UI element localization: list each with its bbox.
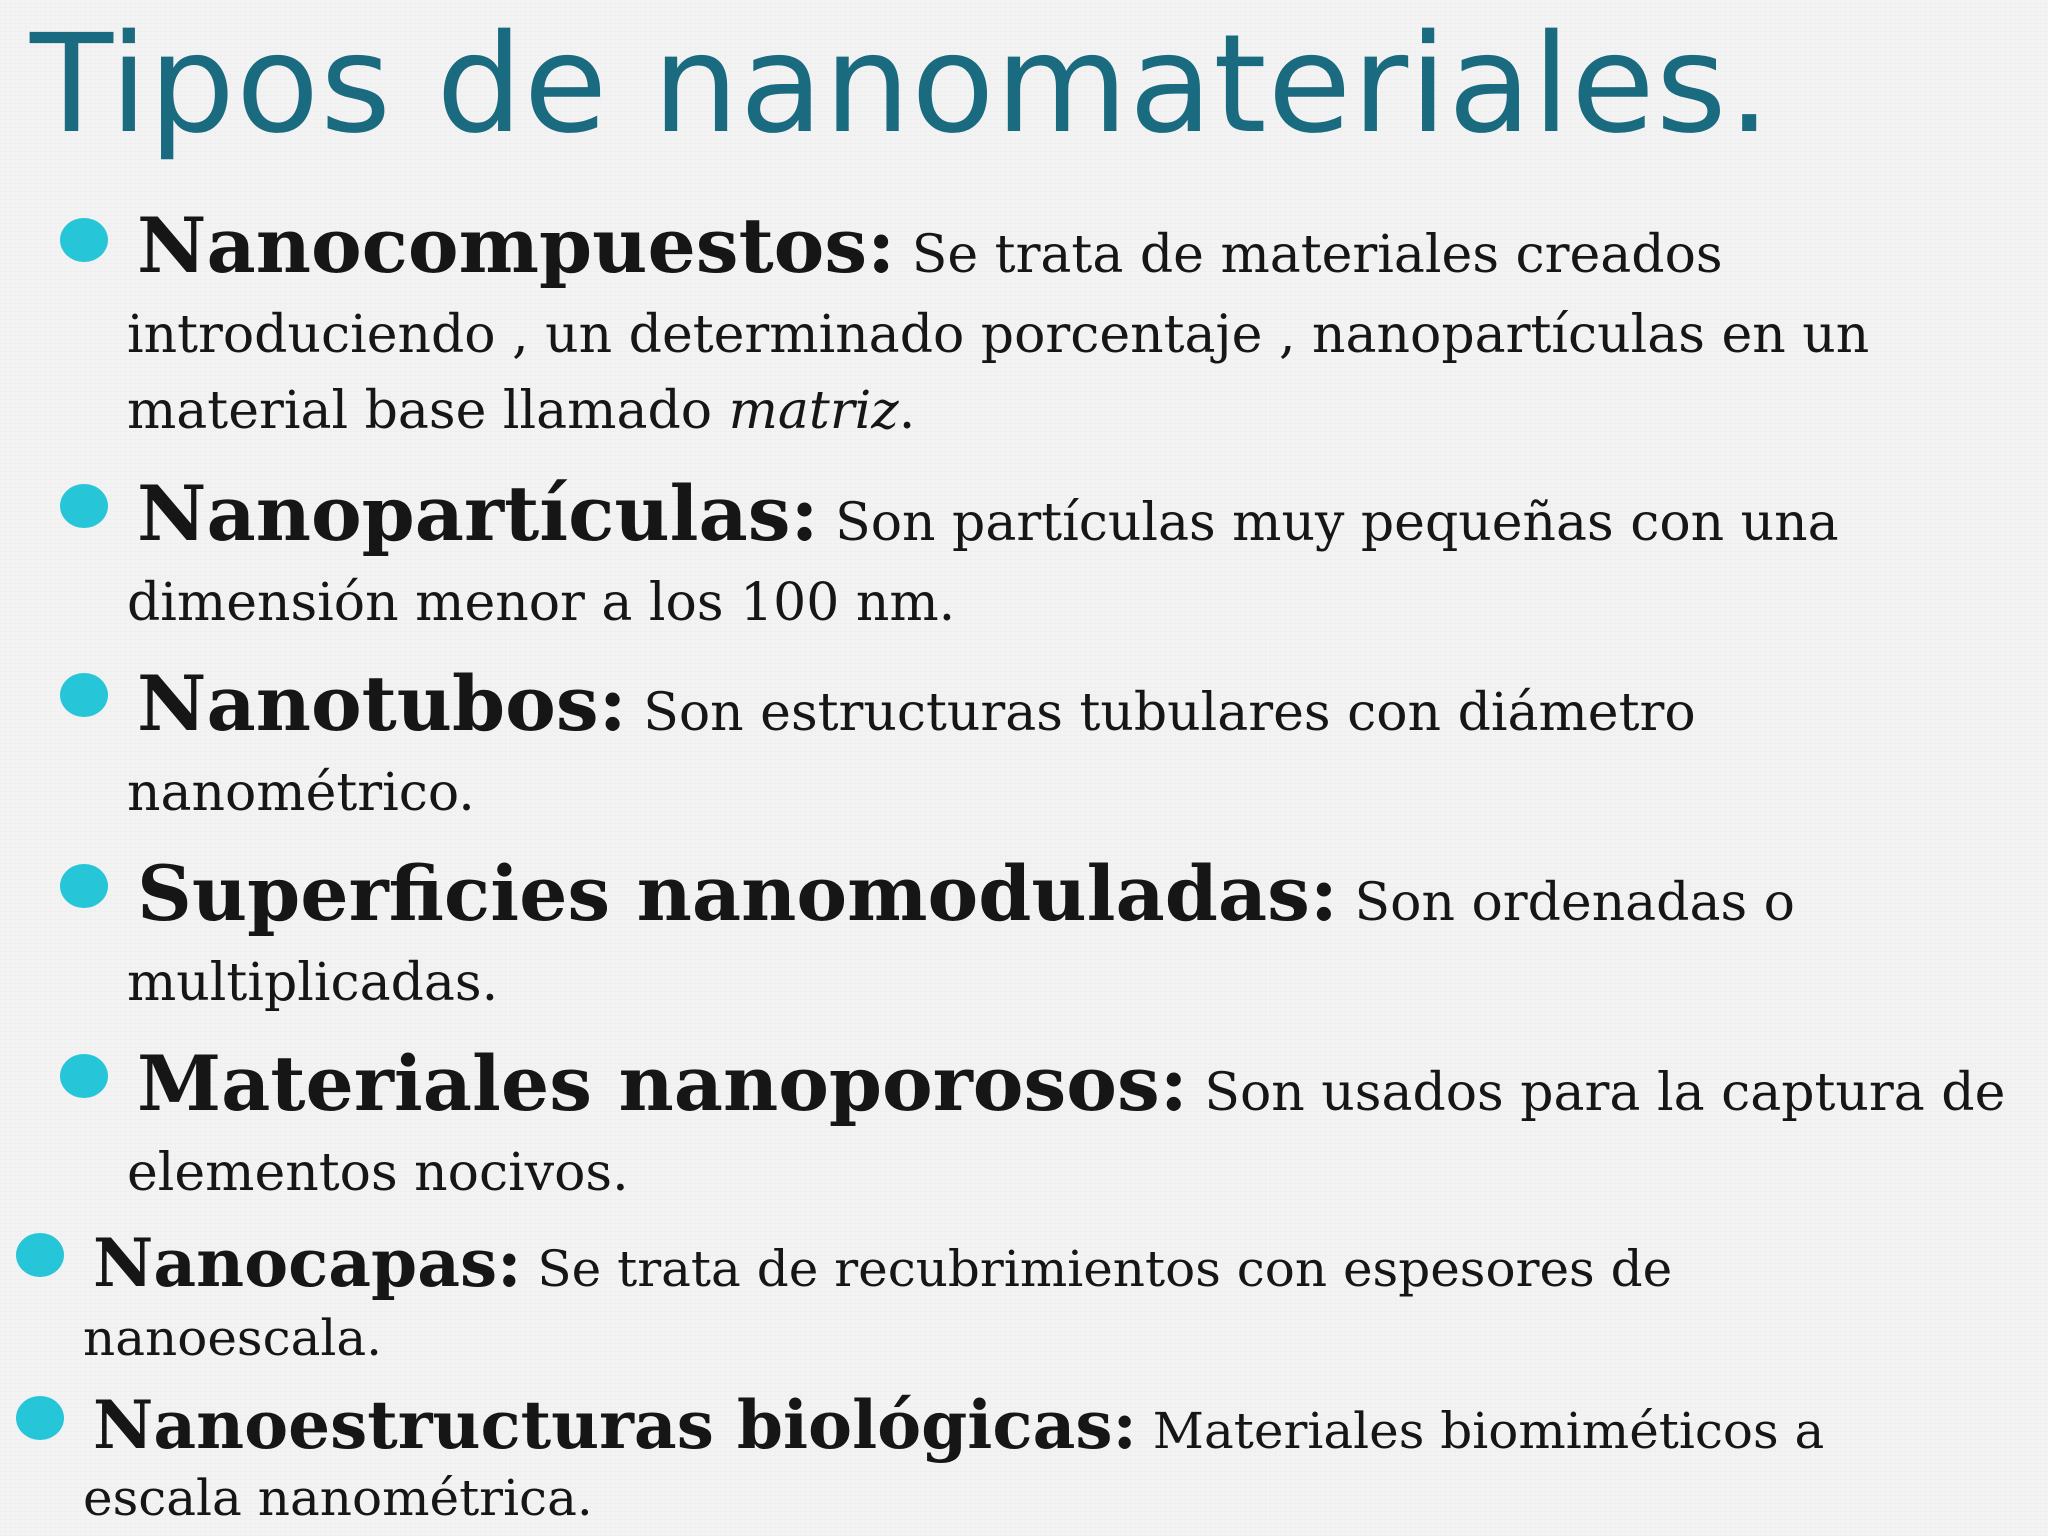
item-term: Materiales nanoporosos: bbox=[137, 1039, 1188, 1128]
bullet-icon bbox=[60, 484, 108, 528]
item-first-line bbox=[93, 1224, 1673, 1304]
item-desc: Son estructuras tubulares con diámetro bbox=[643, 683, 1696, 743]
item-desc-end: . bbox=[898, 381, 916, 441]
item-desc-line: nanométrico. bbox=[127, 763, 475, 823]
item-term: Nanoestructuras biológicas: bbox=[93, 1386, 1137, 1464]
item-first-line bbox=[137, 1039, 2006, 1133]
item-term: Nanocapas: bbox=[93, 1224, 522, 1302]
bullet-icon bbox=[16, 1233, 64, 1277]
item-desc-line: introduciendo , un determinado porcentaje , nanopartículas en un bbox=[127, 305, 1870, 365]
item-term: Nanopartículas: bbox=[137, 469, 819, 558]
bullet-icon bbox=[60, 864, 108, 908]
item-desc-line: dimensión menor a los 100 nm. bbox=[127, 573, 956, 633]
bullet-icon bbox=[16, 1396, 64, 1440]
item-first-line bbox=[93, 1386, 1825, 1466]
slide-title: Tipos de nanomateriales. bbox=[30, 6, 1772, 164]
item-first-line bbox=[137, 659, 1696, 753]
item-term: Nanotubos: bbox=[137, 659, 627, 748]
item-desc-text: material base llamado bbox=[127, 381, 713, 441]
item-desc: Son ordenadas o bbox=[1354, 873, 1795, 933]
item-desc: Son usados para la captura de bbox=[1204, 1063, 2006, 1123]
item-desc: Materiales biomiméticos a bbox=[1152, 1402, 1825, 1460]
item-first-line bbox=[137, 469, 1839, 563]
bullet-icon bbox=[60, 673, 108, 717]
bullet-icon bbox=[60, 218, 108, 262]
item-desc-line: escala nanométrica. bbox=[83, 1469, 593, 1527]
item-desc-line: multiplicadas. bbox=[127, 953, 499, 1013]
item-desc-line: nanoescala. bbox=[83, 1309, 383, 1367]
item-desc-line bbox=[127, 374, 915, 448]
item-desc: Son partículas muy pequeñas con una bbox=[835, 493, 1839, 553]
item-desc: Se trata de recubrimientos con espesores de bbox=[537, 1240, 1673, 1298]
item-desc: Se trata de materiales creados bbox=[911, 225, 1723, 285]
item-desc-line: elementos nocivos. bbox=[127, 1143, 629, 1203]
item-term: Nanocompuestos: bbox=[137, 201, 896, 290]
item-first-line bbox=[137, 201, 1723, 295]
item-term: Superficies nanomoduladas: bbox=[137, 849, 1338, 938]
bullet-icon bbox=[60, 1054, 108, 1098]
item-desc-italic: matriz bbox=[728, 381, 899, 441]
item-first-line bbox=[137, 849, 1795, 943]
